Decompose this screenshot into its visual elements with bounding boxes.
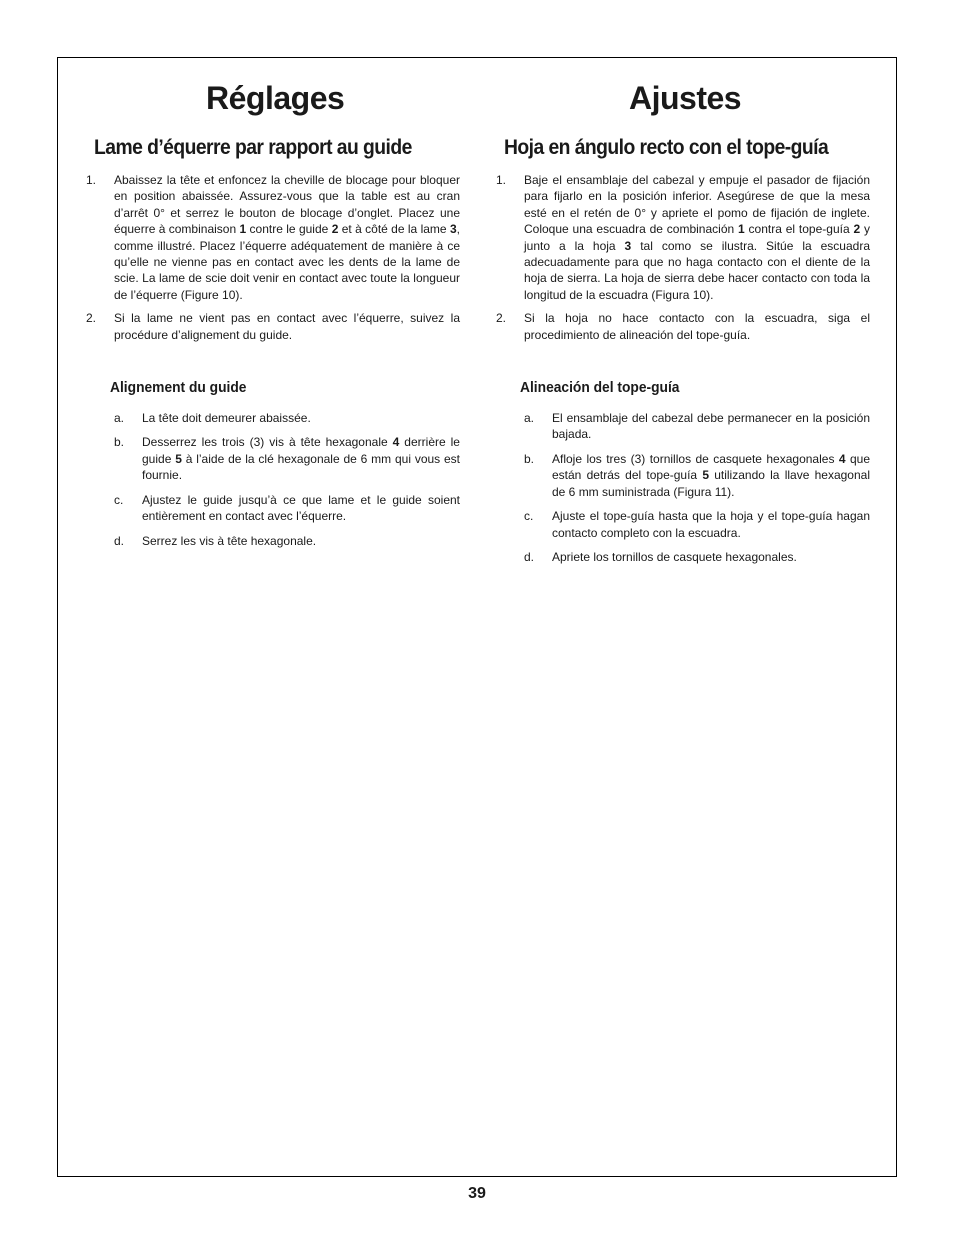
substep-item bbox=[496, 451, 870, 500]
substep-letter: c. bbox=[114, 492, 124, 507]
step-item bbox=[496, 172, 870, 303]
substep-item bbox=[86, 410, 460, 426]
substep-text: Apriete los tornillos de casquete hexagonales. bbox=[552, 549, 797, 564]
page-number: 39 bbox=[468, 1185, 486, 1202]
step-item bbox=[496, 310, 870, 343]
step-number: 1. bbox=[496, 173, 507, 187]
substep-text: Ajuste el tope-guía hasta que la hoja y el tope-guía hagan contacto completo con la escuadra. bbox=[552, 509, 870, 540]
subtitle-french: Lame d’équerre par rapport au guide bbox=[94, 136, 412, 159]
substep-text: Ajustez le guide jusqu’à ce que lame et le guide soient entièrement en contact avec l’équerre. bbox=[142, 492, 460, 524]
substeps-list-french bbox=[86, 410, 460, 549]
substep-letter: b. bbox=[524, 451, 535, 466]
substep-letter: d. bbox=[114, 533, 125, 548]
substep-text: La tête doit demeurer abaissée. bbox=[142, 411, 311, 426]
step-item bbox=[86, 310, 460, 343]
section-title-spanish: Ajustes bbox=[629, 80, 742, 116]
substep-item bbox=[86, 492, 460, 525]
substep-text: Afloje los tres (3) tornillos de casquete hexagonales 4 que están detrás del tope-guía 5 utilizando la llave hexagonal de 6 mm suministrada (Figura 11). bbox=[552, 451, 871, 499]
step-number: 1. bbox=[86, 173, 97, 187]
french-column bbox=[86, 58, 460, 557]
substep-text: Serrez les vis à tête hexagonale. bbox=[142, 533, 317, 548]
steps-list-spanish bbox=[496, 172, 870, 343]
substep-letter: a. bbox=[114, 411, 125, 426]
substep-letter: c. bbox=[524, 509, 534, 524]
substep-text: El ensamblaje del cabezal debe permanecer en la posición bajada. bbox=[552, 411, 870, 442]
section-title-french: Réglages bbox=[206, 80, 345, 116]
substeps-list-spanish bbox=[496, 410, 870, 565]
step-number: 2. bbox=[496, 311, 507, 326]
substep-item bbox=[86, 434, 460, 483]
substep-letter: b. bbox=[114, 435, 125, 450]
step-number: 2. bbox=[86, 311, 97, 326]
spanish-column bbox=[496, 58, 870, 573]
substep-item bbox=[86, 533, 460, 549]
step-text: Baje el ensamblaje del cabezal y empuje el pasador de fijación para fijarlo en la posición inferior. Asegúrese de que la mesa esté en el retén de 0° y apriete el pomo de fijación de inglete. Coloque una escuadra de combinación 1 contra el tope-guía 2 y junto a la hoja 3 tal como se ilustra. Sitúe la escuadra adecuadamente para que no haga contacto con el diente de la hoja de sierra. La hoja de sierra debe hacer contacto con toda la longitud de la escuadra (Figura 10). bbox=[524, 173, 870, 302]
step-text: Si la lame ne vient pas en contact avec l’équerre, suivez la procédure d’alignement du guide. bbox=[114, 311, 460, 342]
substep-item bbox=[496, 508, 870, 541]
substep-item bbox=[496, 410, 870, 443]
step-text: Abaissez la tête et enfoncez la cheville de blocage pour bloquer en position abaissée. Assurez-vous que la table est au cran d’arrêt 0° et serrez le bouton de blocage d’onglet. Placez une équerre à combinaison 1 contre le guide 2 et à côté de la lame 3, comme illustré. Placez l’équerre adéquatement de manière à ce qu’elle ne vienne pas en contact avec les dents de la lame de scie. La lame de scie doit venir en contact avec toute la longueur de l’équerre (Figure 10). bbox=[114, 173, 460, 302]
subtitle-spanish: Hoja en ángulo recto con el tope-guía bbox=[504, 136, 829, 159]
step-text: Si la hoja no hace contacto con la escuadra, siga el procedimiento de alineación del tope-guía. bbox=[524, 311, 870, 342]
subheading-spanish: Alineación del tope-guía bbox=[520, 379, 680, 397]
steps-list-french bbox=[86, 172, 460, 343]
page-border bbox=[57, 57, 897, 1177]
substep-item bbox=[496, 549, 870, 565]
substep-letter: a. bbox=[524, 411, 535, 426]
step-item bbox=[86, 172, 460, 303]
substep-text: Desserrez les trois (3) vis à tête hexagonale 4 derrière le guide 5 à l’aide de la clé hexagonale de 6 mm qui vous est fournie. bbox=[142, 435, 461, 483]
substep-letter: d. bbox=[524, 549, 535, 564]
subheading-french: Alignement du guide bbox=[110, 379, 247, 397]
